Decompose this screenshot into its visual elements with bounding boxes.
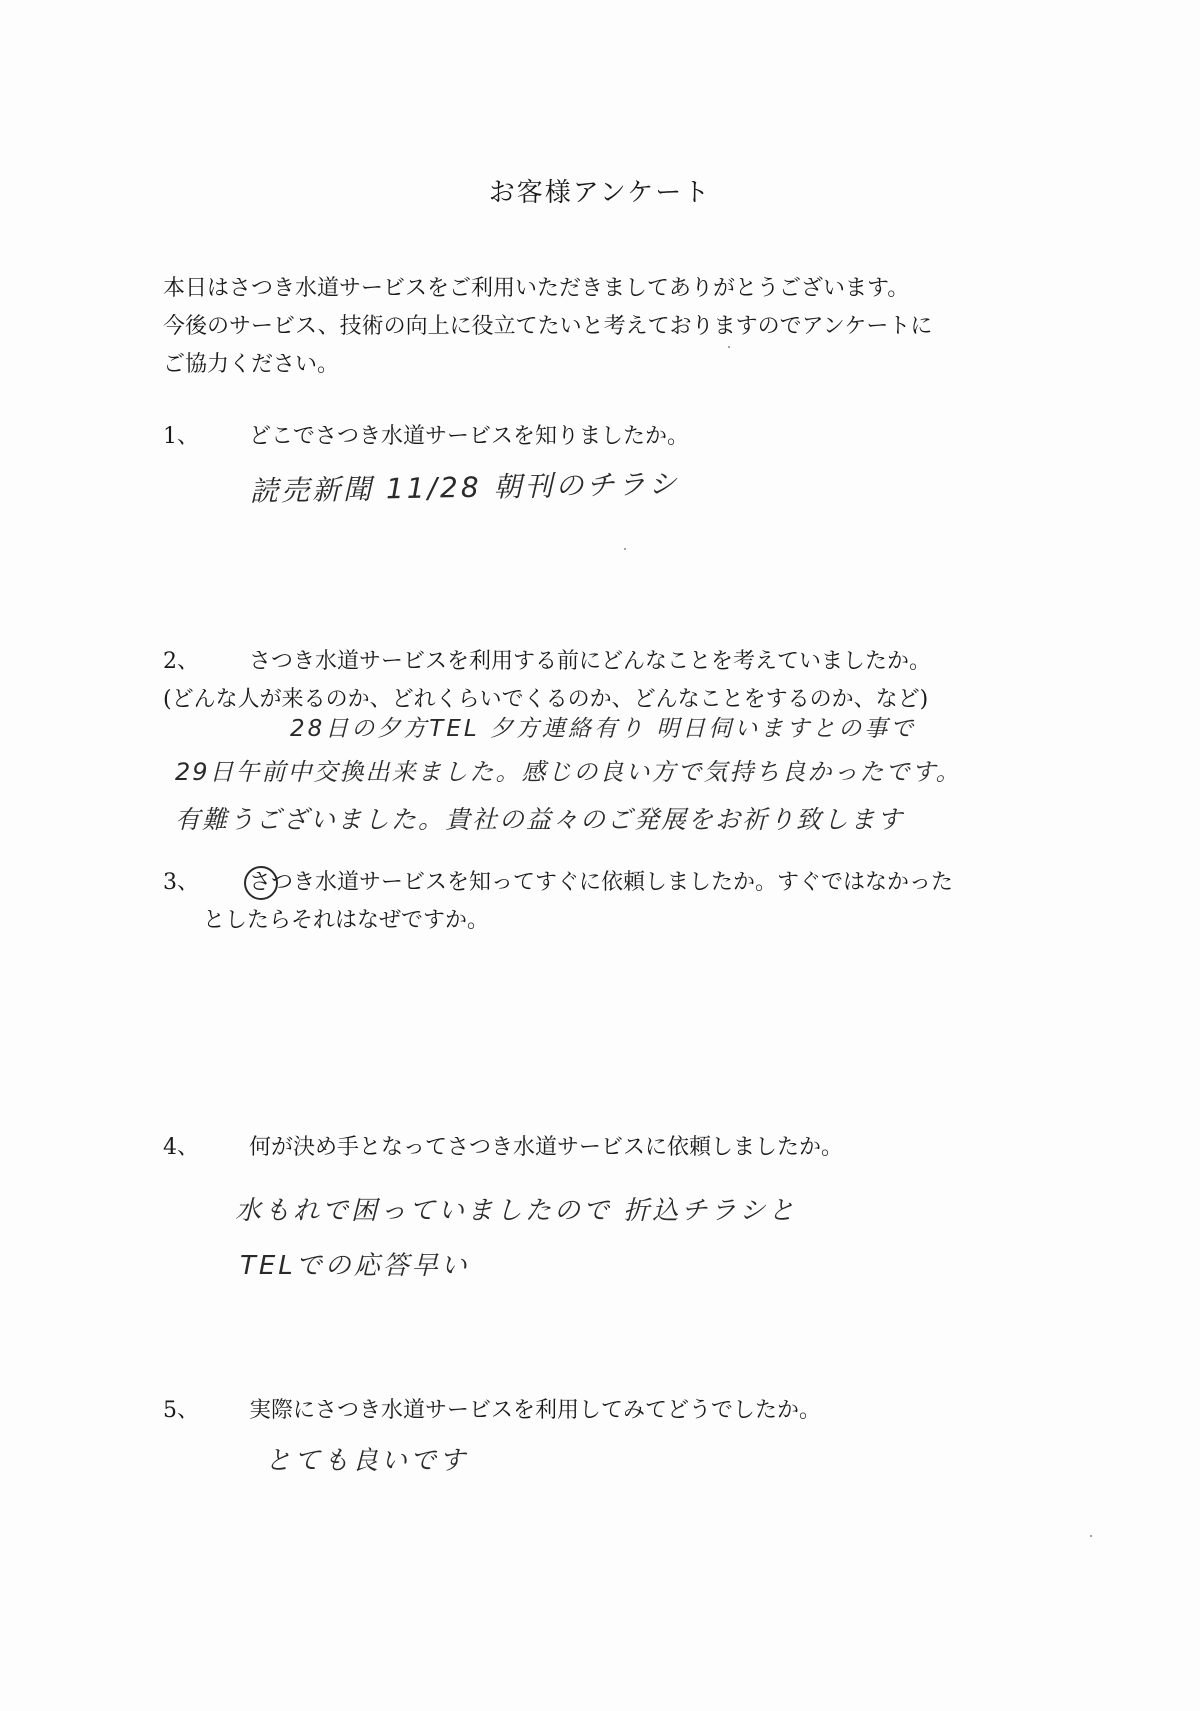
question-text: 実際にさつき水道サービスを利用してみてどうでしたか。 (249, 1398, 822, 1423)
question-number: 3、 (163, 870, 199, 895)
answer-2-line: 有難うございました。貴社の益々のご発展をお祈り致します (175, 805, 905, 834)
intro-line: 今後のサービス、技術の向上に役立てたいと考えておりますのでアンケートに (163, 314, 933, 339)
question-number: 1、 (163, 424, 199, 449)
question-text: さつき水道サービスを利用する前にどんなことを考えていましたか。 (249, 649, 932, 674)
scan-speck (1090, 1535, 1092, 1537)
intro-paragraph (163, 270, 1083, 384)
question-text: どこでさつき水道サービスを知りましたか。 (249, 424, 690, 449)
question-number: 5、 (163, 1398, 199, 1423)
intro-line: ご協力ください。 (163, 352, 340, 377)
answer-1-line: 読売新聞 11/28 朝刊のチラシ (249, 467, 680, 508)
question-continuation: としたらそれはなぜですか。 (203, 908, 490, 933)
answer-2-line: 29日午前中交換出来ました。感じの良い方で気持ち良かったです。 (175, 758, 962, 786)
answer-5-line: とても良いです (265, 1446, 469, 1476)
scan-speck (728, 346, 730, 348)
page-title: お客様アンケート (488, 178, 712, 208)
scan-speck (624, 548, 626, 550)
intro-line: 本日はさつき水道サービスをご利用いただきましてありがとうございます。 (163, 276, 910, 301)
answer-2-line: 28日の夕方TEL 夕方連絡有り 明日伺いますとの事で (290, 716, 917, 742)
question-number: 2、 (163, 649, 199, 674)
answer-4-line: 水もれで困っていましたので 折込チラシと (235, 1196, 798, 1226)
circled-character: さ (249, 864, 271, 902)
answer-4-line: TELでの応答早い (240, 1251, 470, 1281)
question-number: 4、 (163, 1135, 199, 1160)
question-subtext: (どんな人が来るのか、どれくらいでくるのか、どんなことをするのか、など) (163, 687, 929, 712)
question-text: 何が決め手となってさつき水道サービスに依頼しましたか。 (249, 1135, 844, 1160)
question-text-rest: つき水道サービスを知ってすぐに依頼しましたか。すぐではなかった (271, 870, 954, 895)
question-text (249, 864, 953, 902)
